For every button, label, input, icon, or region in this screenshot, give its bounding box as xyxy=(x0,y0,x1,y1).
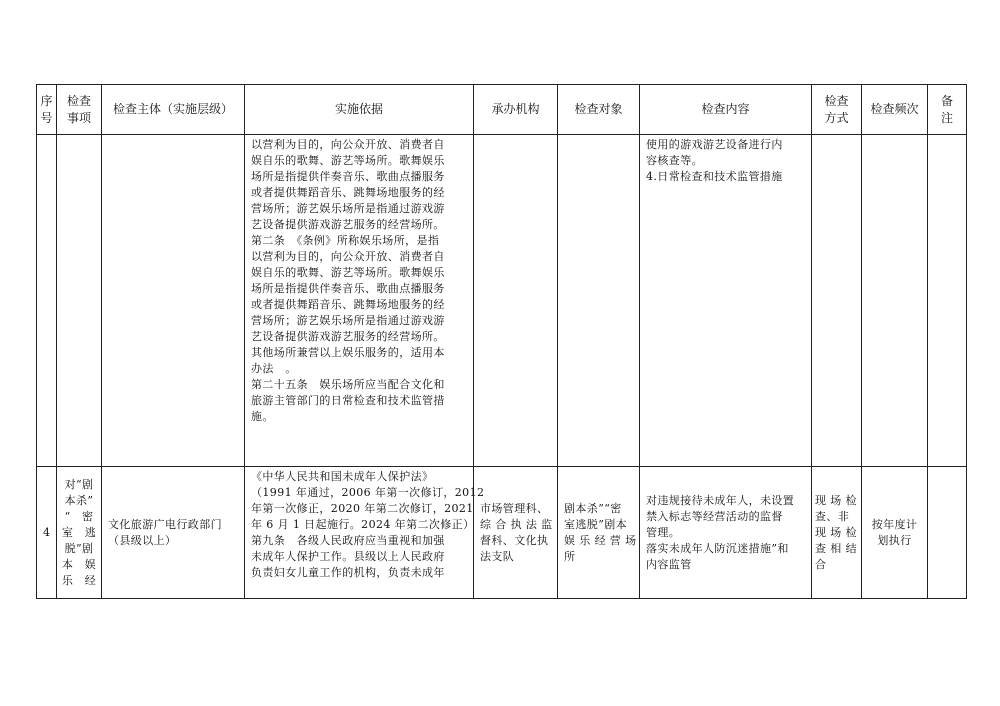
header-item: 检查事项 xyxy=(57,85,102,135)
header-basis: 实施依据 xyxy=(245,85,474,135)
cell-item: 对“剧 本杀” “ 密 室 逃 脱”剧 本 娱 乐 经 xyxy=(57,467,102,599)
table-row xyxy=(37,135,967,467)
table-row xyxy=(37,467,967,599)
cell-target xyxy=(558,135,640,467)
header-frequency: 检查频次 xyxy=(862,85,928,135)
header-org: 承办机构 xyxy=(474,85,558,135)
cell-remark xyxy=(928,135,967,467)
cell-subject: 文化旅游广电行政部门 （县级以上） xyxy=(102,467,245,599)
cell-basis: 以营利为目的，向公众开放、消费者自 娱自乐的歌舞、游艺等场所。歌舞娱乐 场所是指提供伴奏音乐、歌曲点播服务 或者提供舞蹈音乐、跳舞场地服务的经 营场所；游艺娱乐场所是指通过游戏游 艺设备提供游戏游艺服务的经营场所。 第二条 《条例》所称娱乐场所，是指 以营利为目的，向公众开放、消费者自 娱自乐的歌舞、游艺等场所。歌舞娱乐 场所是指提供伴奏音乐、歌曲点播服务 或者提供舞蹈音乐、跳舞场地服务的经 营场所；游艺娱乐场所是指通过游戏游 艺设备提供游戏游艺服务的经营场所。 其他场所兼营以上娱乐服务的，适用本 办法 。 第二十五条 娱乐场所应当配合文化和 旅游主管部门的日常检查和技术监管措 施。 xyxy=(245,135,474,467)
header-remark: 备注 xyxy=(928,85,967,135)
cell-method xyxy=(812,135,862,467)
cell-frequency: 按年度计 划执行 xyxy=(862,467,928,599)
header-seq: 序号 xyxy=(37,85,57,135)
cell-basis: 《中华人民共和国未成年人保护法》 （1991 年通过，2006 年第一次修订，2012 年第一次修正，2020 年第二次修订，2021 年 6 月 1 日起施行。2024 年第二次修正） 第九条 各级人民政府应当重视和加强 未成年人保护工作。县级以上人民政府 负责妇女儿童工作的机构，负责未成年 xyxy=(245,467,474,599)
cell-subject xyxy=(102,135,245,467)
cell-org: 市场管理科、 综 合 执 法 监 督科、文化执 法支队 xyxy=(474,467,558,599)
inspection-table xyxy=(36,84,967,599)
cell-content: 使用的游戏游艺设备进行内 容核查等。 4.日常检查和技术监管措施 xyxy=(640,135,812,467)
header-row xyxy=(37,85,967,135)
cell-content: 对违规接待未成年人，未设置 禁入标志等经营活动的监督 管理。 落实未成年人防沉迷措施”和 内容监管 xyxy=(640,467,812,599)
header-subject: 检查主体（实施层级） xyxy=(102,85,245,135)
cell-item xyxy=(57,135,102,467)
cell-target: 剧本杀”“密 室逃脱”剧本 娱 乐 经 营 场 所 xyxy=(558,467,640,599)
cell-frequency xyxy=(862,135,928,467)
cell-org xyxy=(474,135,558,467)
header-content: 检查内容 xyxy=(640,85,812,135)
cell-method: 现 场 检 查、非 现 场 检 查 相 结 合 xyxy=(812,467,862,599)
cell-seq xyxy=(37,135,57,467)
header-target: 检查对象 xyxy=(558,85,640,135)
header-method: 检查方式 xyxy=(812,85,862,135)
cell-seq: 4 xyxy=(37,467,57,599)
cell-remark xyxy=(928,467,967,599)
